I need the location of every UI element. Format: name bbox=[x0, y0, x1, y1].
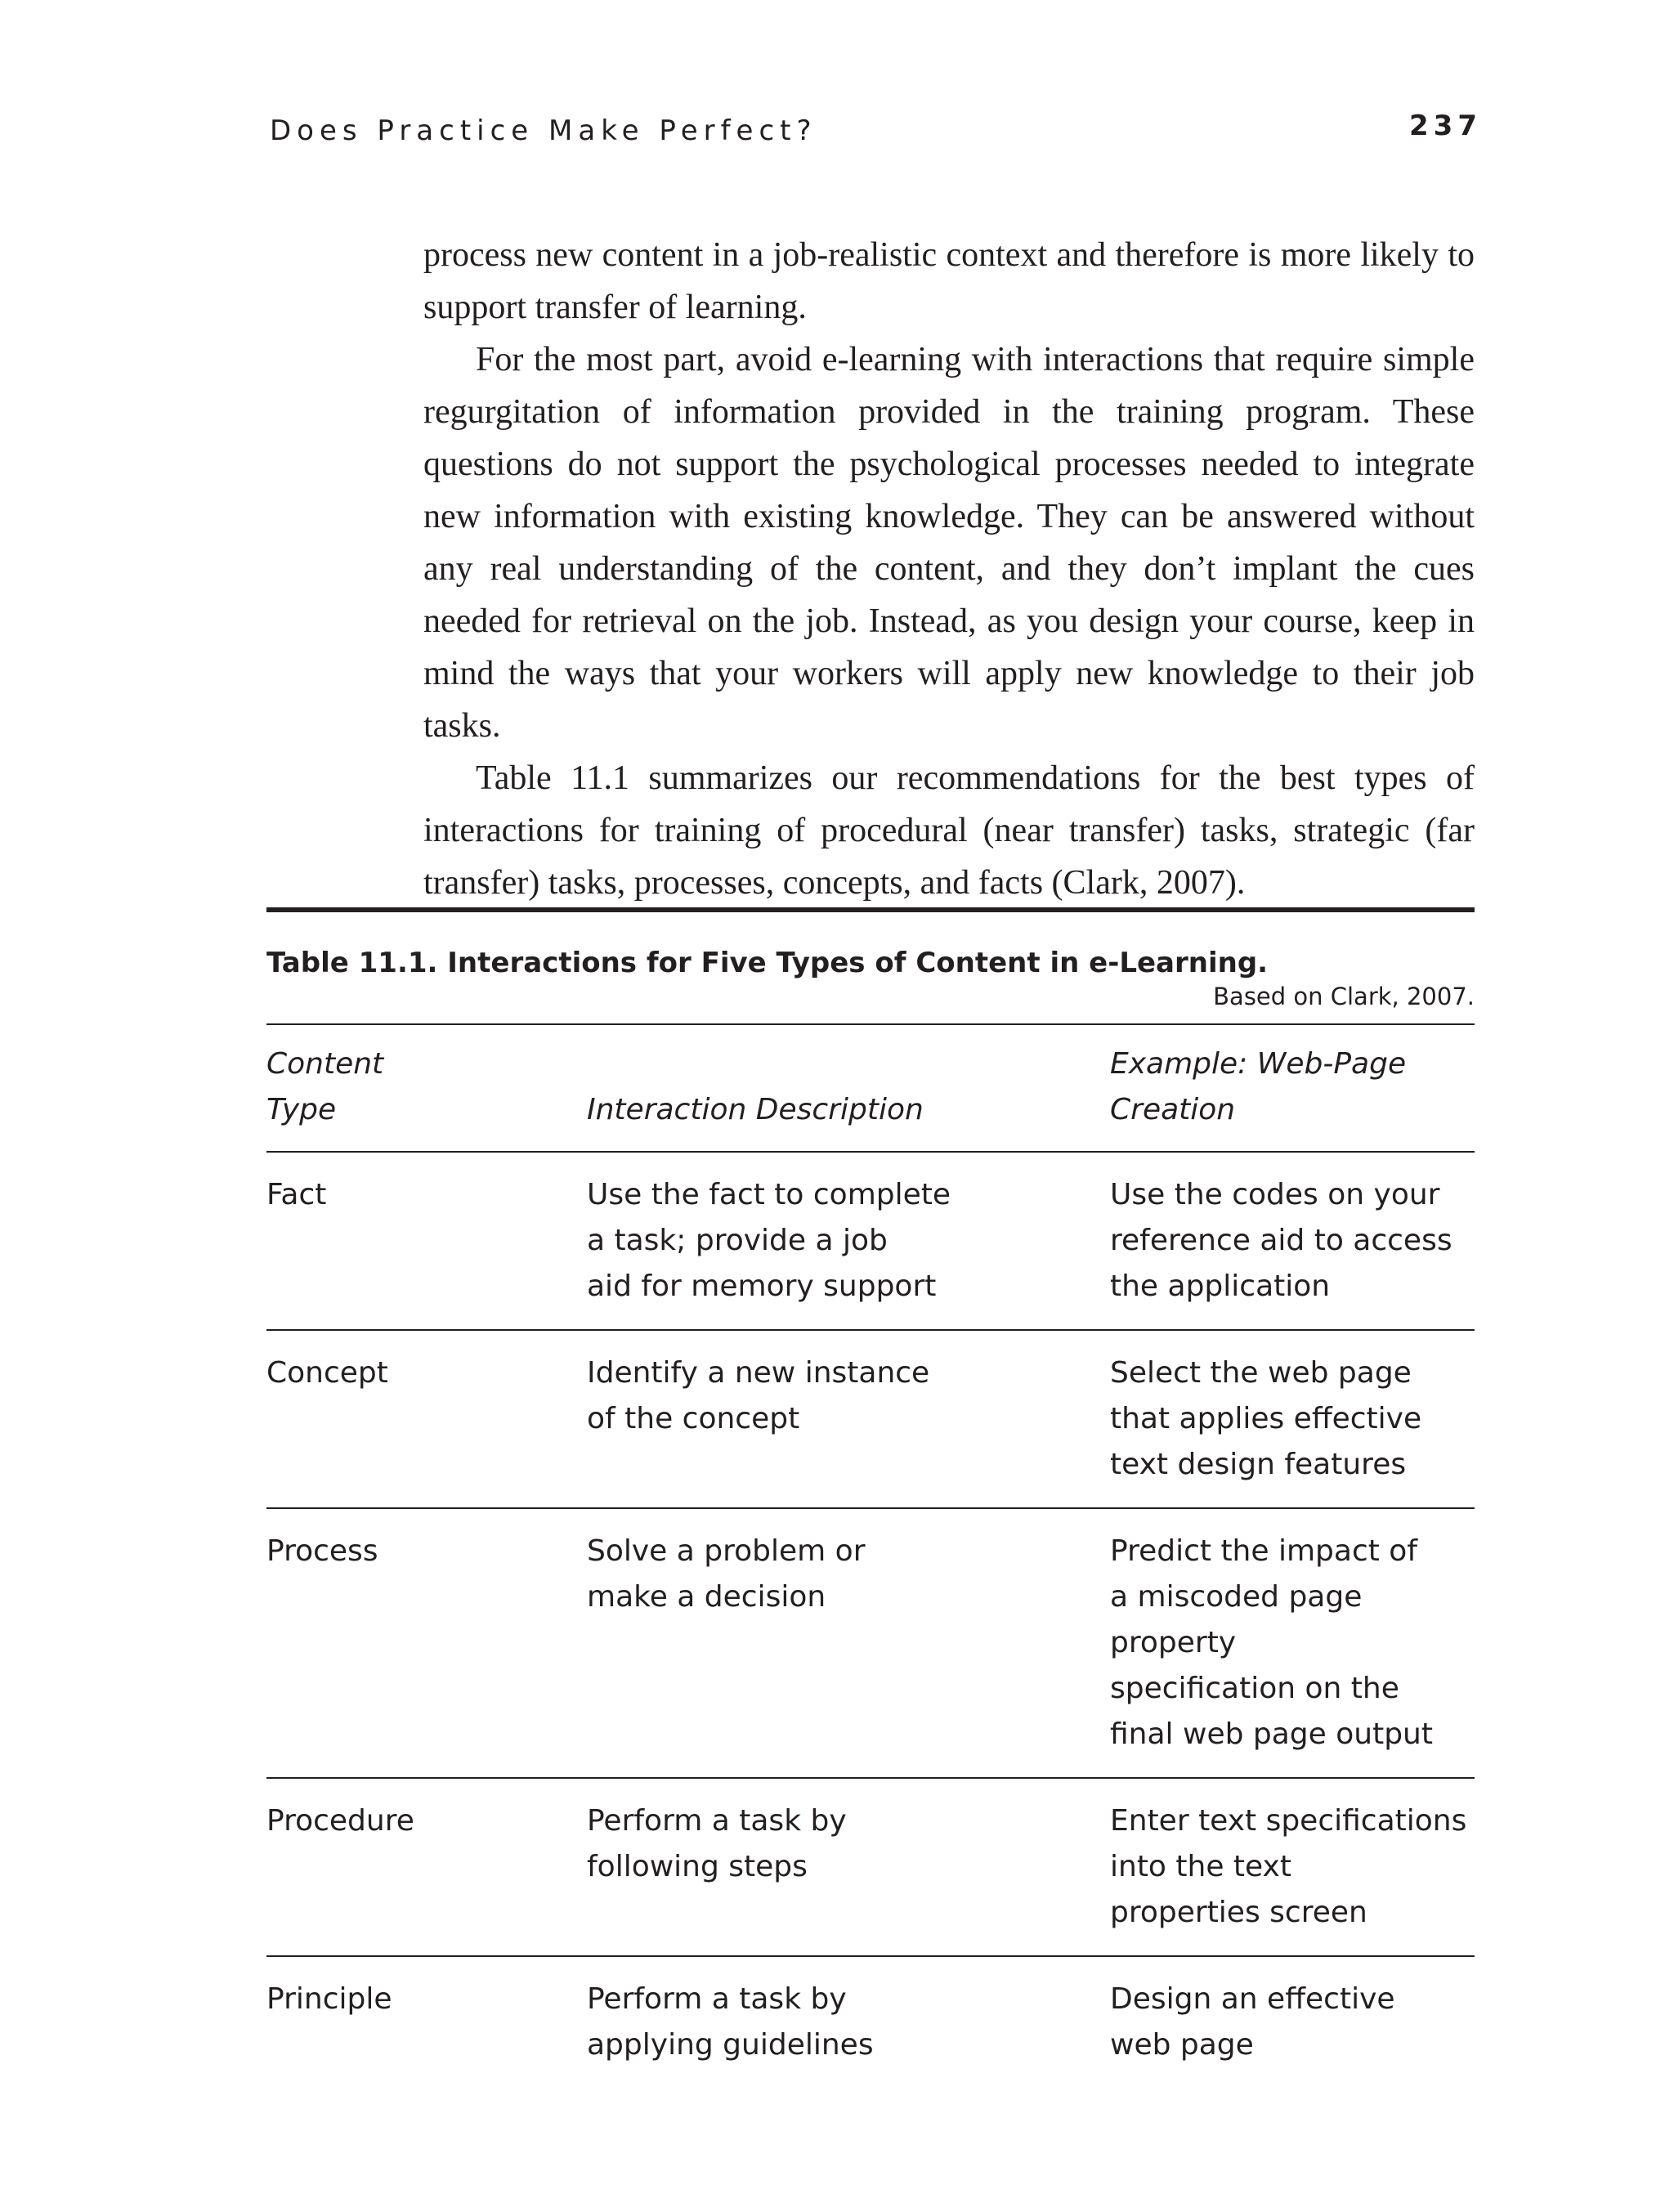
content-table bbox=[266, 1025, 1475, 2088]
table-caption: Table 11.1. Interactions for Five Types of Content in e-Learning. bbox=[266, 947, 1269, 979]
table-source: Based on Clark, 2007. bbox=[1213, 983, 1475, 1010]
cell-content-type: Process bbox=[266, 1508, 587, 1778]
cell-interaction-description: Use the fact to complete a task; provide a job aid for memory support bbox=[587, 1152, 1110, 1330]
cell-interaction-description: Identify a new instance of the concept bbox=[587, 1330, 1110, 1508]
table-block bbox=[266, 907, 1475, 2088]
cell-interaction-description: Perform a task by applying guidelines bbox=[587, 1982, 874, 2062]
table-header-row bbox=[266, 1025, 1475, 1152]
paragraph: For the most part, avoid e-learning with interactions that require simple regurgitation of information provided in the training program. These questions do not support the psychological processes needed to integrate new information with existing knowledge. They can be answered without any real understanding of the content, and they don’t implant the cues needed for retrieval on the job. Instead, as you design your course, keep in mind the ways that your workers will apply new knowledge to their job tasks. bbox=[423, 341, 1475, 745]
cell-example: Predict the impact of a miscoded page property specification on the final web page output bbox=[1110, 1508, 1475, 1778]
cell-example: Enter text specifications into the text properties screen bbox=[1110, 1778, 1475, 1956]
table-row bbox=[266, 1152, 1475, 1330]
cell-example: Design an effective web page bbox=[1110, 1982, 1395, 2062]
cell-interaction-description: Solve a problem or make a decision bbox=[587, 1508, 1110, 1778]
cell-content-type: Concept bbox=[266, 1330, 587, 1508]
cell-content-type: Procedure bbox=[266, 1778, 587, 1956]
cell-content-type: Fact bbox=[266, 1152, 587, 1330]
table-body bbox=[266, 1152, 1475, 2088]
running-head: Does Practice Make Perfect? bbox=[270, 114, 817, 147]
cell-example: Use the codes on your reference aid to access the application bbox=[1110, 1152, 1475, 1330]
page-number: 237 bbox=[1409, 110, 1482, 142]
table-row bbox=[266, 1330, 1475, 1508]
cell-example: Select the web page that applies effective text design features bbox=[1110, 1330, 1475, 1508]
header-cell-content-type: Content Type bbox=[266, 1025, 587, 1152]
cell-interaction-description: Perform a task by following steps bbox=[587, 1778, 1110, 1956]
body-text bbox=[423, 229, 1475, 909]
cell-content-type: Principle bbox=[266, 1982, 392, 2016]
table-row bbox=[266, 1956, 1475, 2088]
header-cell-example: Example: Web-Page Creation bbox=[1110, 1025, 1475, 1152]
header-cell-interaction-description: Interaction Description bbox=[587, 1025, 1110, 1152]
paragraph: process new content in a job-realistic context and therefore is more likely to support transfer of learning. bbox=[423, 236, 1475, 326]
paragraph: Table 11.1 summarizes our recommendations for the best types of interactions for training of procedural (near transfer) tasks, strategic (far transfer) tasks, processes, concepts, and facts (Clark, 2007). bbox=[423, 759, 1475, 902]
table-row bbox=[266, 1778, 1475, 1956]
table-row bbox=[266, 1508, 1475, 1778]
table-top-rule bbox=[266, 907, 1475, 912]
